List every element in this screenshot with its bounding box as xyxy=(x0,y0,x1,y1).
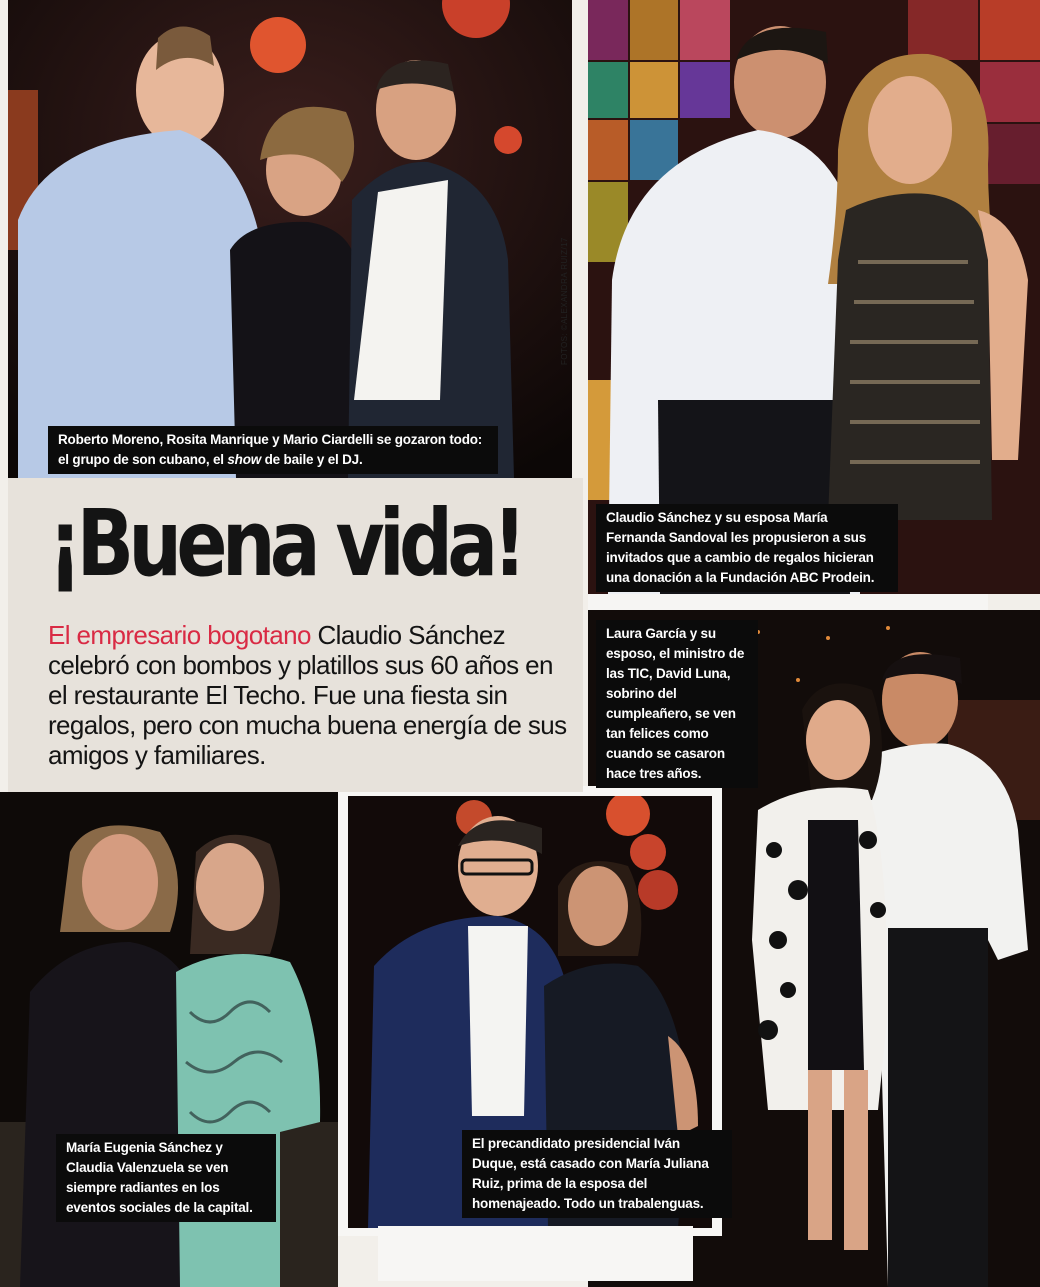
divider-strip-bottom xyxy=(378,1226,693,1281)
caption-photo-couple-right: Laura García y su esposo, el ministro de las TIC, David Luna, sobrino del cumpleañero, se ven tan felices como cuando se casaron hace tres años. xyxy=(596,620,758,788)
caption-photo-women: María Eugenia Sánchez y Claudia Valenzuela se ven siempre radiantes en los eventos sociales de la capital. xyxy=(56,1134,276,1222)
photo-credit: FOTOS: ©ALEXANDRA RUIZ/17 xyxy=(560,237,569,365)
caption-text: Roberto Moreno, Rosita Manrique y Mario Ciardelli se gozaron todo: el grupo de son cubano, el xyxy=(58,432,483,467)
caption-text-end: de baile y el DJ. xyxy=(261,452,363,467)
caption-photo-trio xyxy=(48,426,498,474)
lede-lead: El empresario bogotano xyxy=(48,620,311,650)
divider-strip xyxy=(588,594,988,610)
photo-trio-top-left xyxy=(8,0,572,478)
caption-photo-couple-top: Claudio Sánchez y su esposa María Fernanda Sandoval les propusieron a sus invitados que a cambio de regalos hicieran una donación a la Fundación ABC Prodein. xyxy=(596,504,898,592)
caption-emphasis: show xyxy=(227,452,262,467)
page-headline: ¡Buena vida! xyxy=(48,490,522,597)
caption-photo-couple-center: El precandidato presidencial Iván Duque, está casado con María Juliana Ruiz, prima de la esposa del homenajeado. Todo un trabalenguas. xyxy=(462,1130,732,1218)
article-lede xyxy=(48,620,578,770)
lede-body: Claudio Sánchez celebró con bombos y platillos sus 60 años en el restaurante El Techo. Fue una fiesta sin regalos, pero con mucha buena energía de sus amigos y familiares. xyxy=(48,620,567,770)
